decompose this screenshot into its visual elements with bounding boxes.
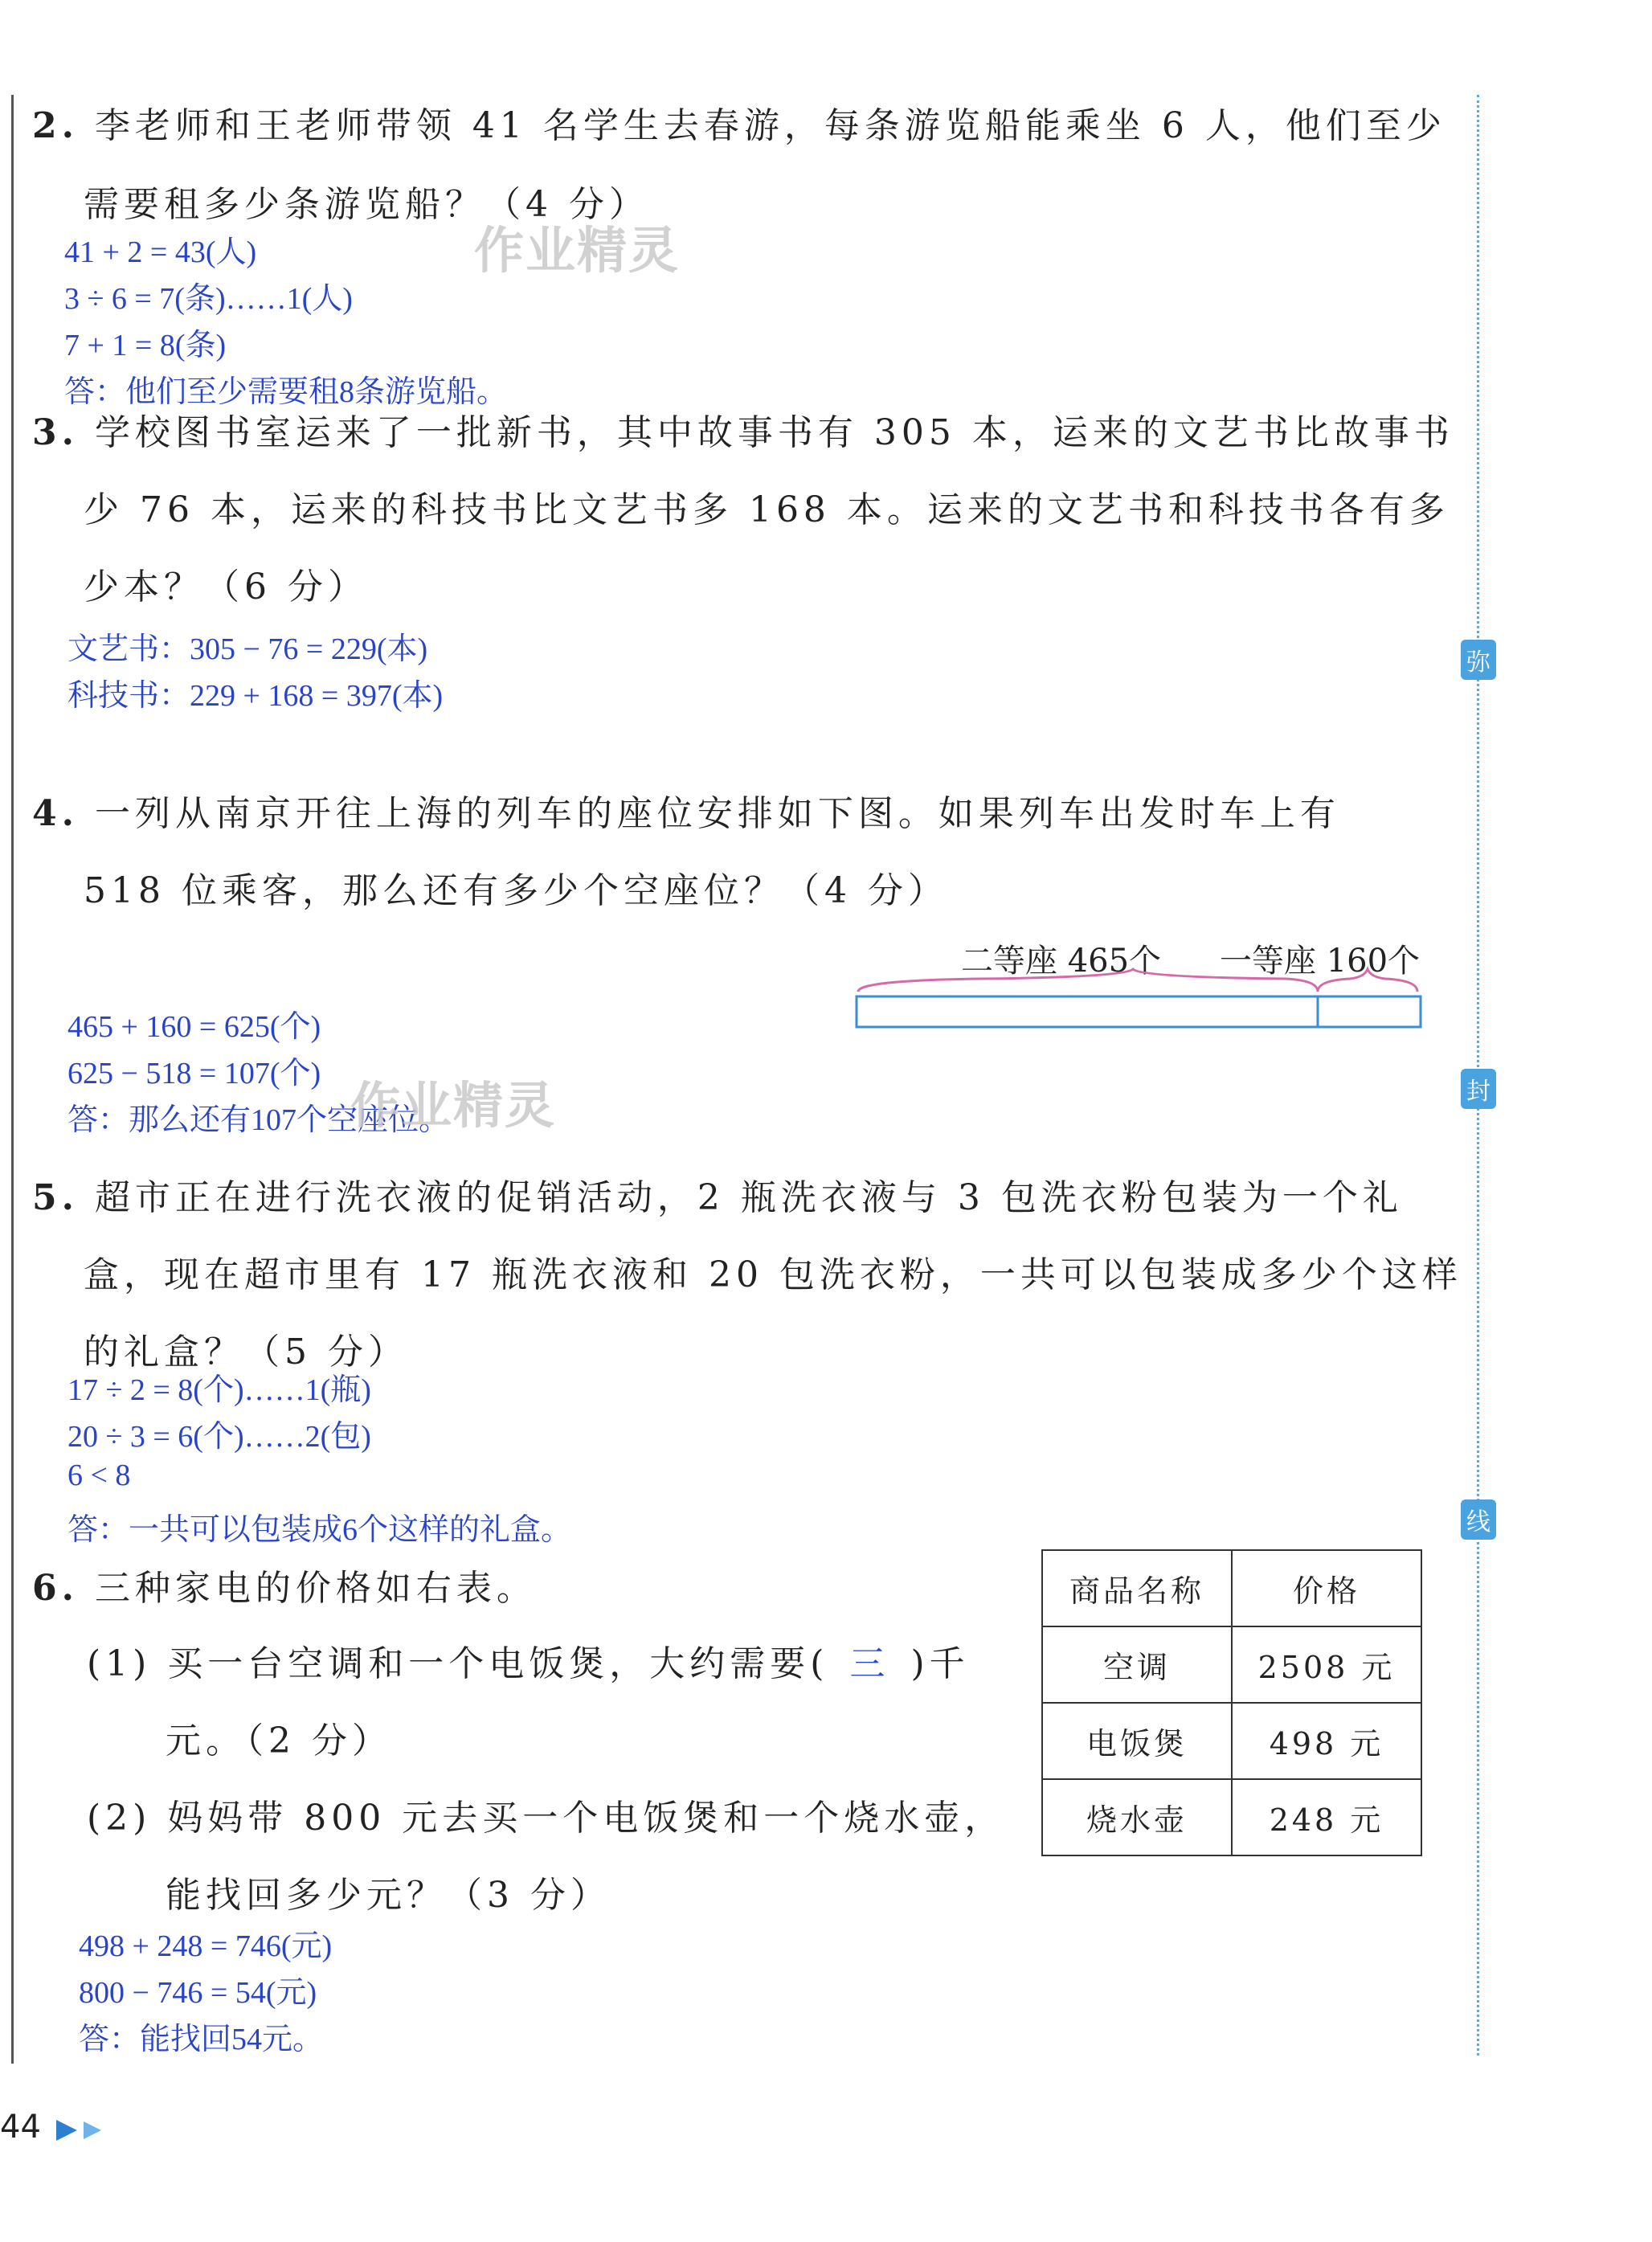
table-header-cell: 商品名称 — [1042, 1550, 1232, 1626]
table-row — [1042, 1703, 1421, 1779]
question-text: 学校图书室运来了一批新书，其中故事书有 305 本，运来的文艺书比故事书 — [94, 412, 1454, 453]
answer-line: 科技书：229 + 168 = 397(本) — [67, 679, 444, 713]
table-header-row — [1042, 1550, 1421, 1626]
question-3-line2: 少 76 本，运来的科技书比文艺书多 168 本。运来的文艺书和科技书各有多 — [84, 489, 1450, 530]
price-table — [1041, 1549, 1422, 1856]
next-arrows-icon — [53, 2117, 109, 2144]
side-tag-feng: 封 — [1461, 1069, 1496, 1109]
watermark: 作业精灵 — [474, 221, 681, 280]
left-margin-line — [11, 95, 14, 2064]
answer-line: 625 − 518 = 107(个) — [67, 1057, 321, 1090]
question-6-sub1-cont: 元。（2 分） — [166, 1720, 392, 1761]
question-number: 5. — [32, 1177, 79, 1218]
first-class-brace — [1318, 969, 1417, 992]
answer-line: 17 ÷ 2 = 8(个)……1(瓶) — [67, 1373, 371, 1407]
side-tag-mi: 弥 — [1461, 640, 1496, 680]
question-text: 超市正在进行洗衣液的促销活动，2 瓶洗衣液与 3 包洗衣粉包装为一个礼 — [94, 1177, 1403, 1218]
question-text: 李老师和王老师带领 41 名学生去春游，每条游览船能乘坐 6 人，他们至少 — [94, 105, 1446, 146]
question-4-line2: 518 位乘客，那么还有多少个空座位？（4 分） — [84, 870, 948, 911]
question-5-line1 — [32, 1168, 1403, 1220]
question-5-line3: 的礼盒？（5 分） — [84, 1332, 408, 1373]
answer-line: 文艺书：305 − 76 = 229(本) — [67, 632, 428, 666]
question-3-line1 — [32, 403, 1454, 455]
first-class-label: 一等座 160个 — [1220, 943, 1421, 980]
answer-line: 7 + 1 = 8(条) — [64, 329, 227, 362]
question-number: 4. — [32, 793, 79, 834]
question-number: 3. — [32, 412, 79, 453]
question-2-line1 — [32, 96, 1446, 148]
answer-line: 6 < 8 — [67, 1459, 131, 1492]
answer-line: 答：能找回54元。 — [79, 2023, 324, 2056]
table-cell: 498 元 — [1232, 1703, 1421, 1779]
answer-line: 答：他们至少需要租8条游览船。 — [64, 375, 508, 409]
question-number: 6. — [32, 1568, 79, 1609]
table-cell: 电饭煲 — [1042, 1703, 1232, 1779]
question-6-sub1 — [87, 1634, 970, 1686]
watermark: 作业精灵 — [350, 1076, 557, 1135]
answer-line: 465 + 160 = 625(个) — [67, 1010, 321, 1044]
table-cell: 248 元 — [1232, 1779, 1421, 1855]
table-row — [1042, 1779, 1421, 1855]
question-text: 一列从南京开往上海的列车的座位安排如下图。如果列车出发时车上有 — [94, 793, 1340, 834]
answer-line: 20 ÷ 3 = 6(个)……2(包) — [67, 1420, 371, 1454]
answer-line: 答：那么还有107个空座位。 — [67, 1103, 450, 1137]
question-4-line1 — [32, 784, 1340, 836]
question-6-sub2-cont: 能找回多少元？（3 分） — [166, 1875, 611, 1916]
question-5-line2: 盒，现在超市里有 17 瓶洗衣液和 20 包洗衣粉，一共可以包装成多少个这样 — [84, 1254, 1462, 1295]
question-6-line1 — [32, 1559, 537, 1610]
question-6-sub2: (2) 妈妈带 800 元去买一个电饭煲和一个烧水壶， — [87, 1798, 1005, 1839]
answer-line: 800 − 746 = 54(元) — [79, 1976, 317, 2010]
answer-line: 3 ÷ 6 = 7(条)……1(人) — [64, 282, 353, 316]
question-number: 2. — [32, 105, 79, 146]
answer-line: 498 + 248 = 746(元) — [79, 1929, 333, 1963]
answer-line: 41 + 2 = 43(人) — [64, 235, 257, 269]
answer-line: 答：一共可以包装成6个这样的礼盒。 — [67, 1513, 572, 1547]
sub-question-text: (1) 买一台空调和一个电饭煲，大约需要( — [87, 1643, 829, 1684]
table-cell: 2508 元 — [1232, 1626, 1421, 1703]
seat-segment-diagram — [852, 940, 1430, 1029]
side-tag-xian: 线 — [1461, 1499, 1496, 1540]
table-cell: 烧水壶 — [1042, 1779, 1232, 1855]
second-class-brace — [858, 969, 1318, 992]
table-cell: 空调 — [1042, 1626, 1232, 1703]
total-seats-bar — [857, 996, 1421, 1027]
question-3-line3: 少本？（6 分） — [84, 567, 368, 608]
question-2-line2: 需要租多少条游览船？（4 分） — [84, 184, 649, 225]
page-number: 44 — [0, 2109, 41, 2146]
table-row — [1042, 1626, 1421, 1703]
second-class-label: 二等座 465个 — [961, 943, 1162, 980]
sub-question-text: )千 — [910, 1643, 970, 1684]
table-header-cell: 价格 — [1232, 1550, 1421, 1626]
question-text: 三种家电的价格如右表。 — [94, 1568, 537, 1609]
fill-in-answer: 三 — [849, 1643, 890, 1684]
